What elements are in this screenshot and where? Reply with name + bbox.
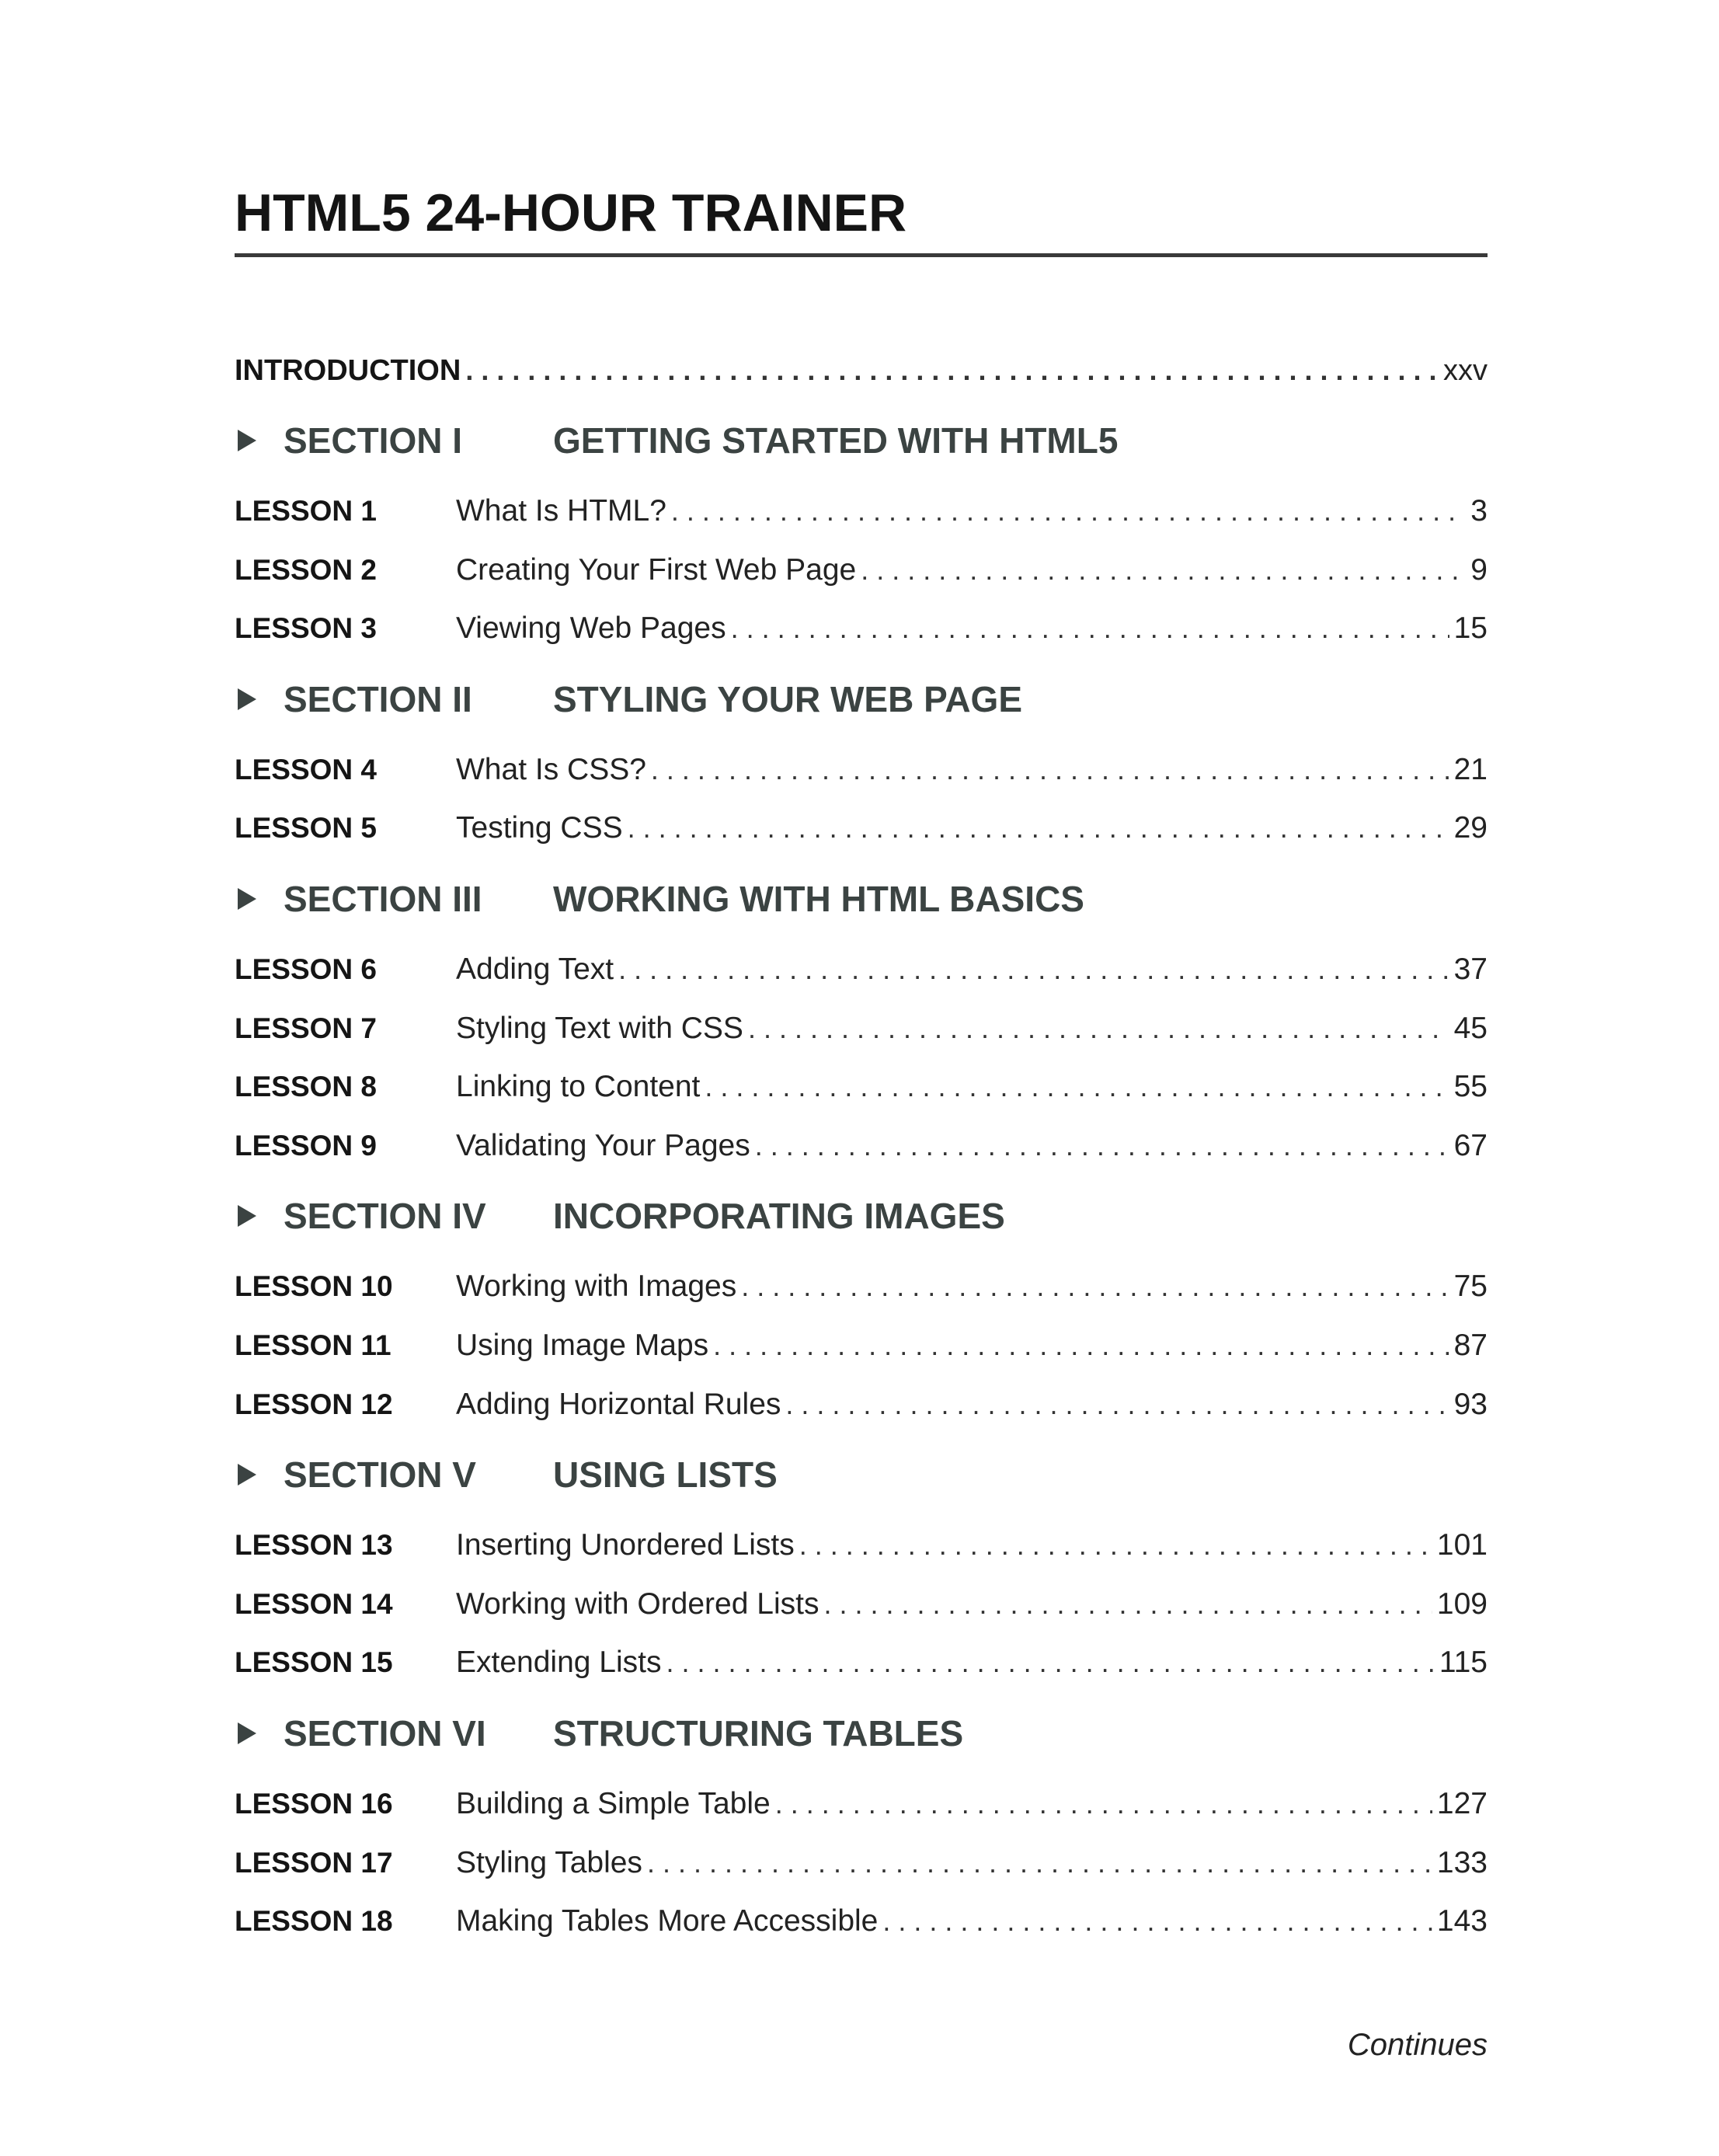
toc-entry-lesson[interactable] [235, 482, 1488, 541]
dot-leader [731, 599, 1449, 658]
lesson-page-number: 21 [1453, 752, 1488, 786]
triangle-right-icon [238, 688, 256, 710]
toc-entry-lesson[interactable] [235, 999, 1488, 1058]
toc-entry-lesson[interactable] [235, 740, 1488, 799]
toc-entry-lesson[interactable] [235, 1375, 1488, 1434]
dot-leader [741, 1257, 1449, 1316]
section-heading[interactable] [235, 858, 1488, 940]
section-title: STYLING YOUR WEB PAGE [553, 678, 1023, 719]
toc-page [235, 183, 1488, 2062]
lesson-page-number: 127 [1436, 1786, 1488, 1820]
lesson-page-number: 101 [1436, 1528, 1488, 1562]
dot-leader [647, 1834, 1432, 1893]
introduction-label: INTRODUCTION [235, 354, 461, 387]
lesson-title: What Is CSS? [456, 752, 646, 786]
toc-entry-lesson[interactable] [235, 1257, 1488, 1316]
section-heading[interactable] [235, 658, 1488, 740]
lesson-title: Linking to Content [456, 1070, 701, 1104]
lesson-page-number: 45 [1453, 1011, 1488, 1045]
lesson-page-number: 15 [1453, 611, 1488, 646]
lesson-label: LESSON 9 [235, 1129, 377, 1162]
lesson-label: LESSON 13 [235, 1529, 393, 1562]
lesson-title: Creating Your First Web Page [456, 552, 857, 587]
dot-leader [861, 541, 1466, 600]
section-label: SECTION III [284, 878, 482, 919]
lesson-title: What Is HTML? [456, 494, 666, 528]
section-heading[interactable] [235, 1692, 1488, 1775]
sections-container [235, 399, 1488, 1951]
section-title: STRUCTURING TABLES [553, 1712, 964, 1754]
section-title: INCORPORATING IMAGES [553, 1196, 1005, 1237]
lesson-label: LESSON 14 [235, 1587, 393, 1620]
lesson-label: LESSON 18 [235, 1905, 393, 1938]
toc-entry-lesson[interactable] [235, 1834, 1488, 1893]
lesson-title: Working with Images [456, 1270, 737, 1304]
dot-leader [785, 1375, 1449, 1434]
lesson-label: LESSON 17 [235, 1846, 393, 1879]
dot-leader [666, 1633, 1435, 1692]
lesson-label: LESSON 8 [235, 1071, 377, 1103]
toc-entry-lesson[interactable] [235, 541, 1488, 600]
lesson-page-number: 133 [1436, 1845, 1488, 1879]
dot-leader [799, 1516, 1432, 1575]
lesson-page-number: 9 [1470, 552, 1488, 587]
section-label: SECTION IV [284, 1196, 486, 1237]
dot-leader [618, 940, 1449, 999]
dot-leader [465, 341, 1439, 399]
lesson-title: Inserting Unordered Lists [456, 1528, 795, 1562]
section-title: USING LISTS [553, 1454, 778, 1496]
lesson-title: Building a Simple Table [456, 1786, 771, 1820]
lesson-label: LESSON 15 [235, 1646, 393, 1679]
lesson-title: Styling Text with CSS [456, 1011, 743, 1045]
lesson-label: LESSON 10 [235, 1270, 393, 1303]
lesson-page-number: 67 [1453, 1128, 1488, 1162]
lesson-page-number: 93 [1453, 1387, 1488, 1421]
dot-leader [748, 999, 1449, 1058]
lesson-label: LESSON 16 [235, 1787, 393, 1820]
lesson-title: Adding Text [456, 952, 614, 986]
lesson-page-number: 109 [1436, 1587, 1488, 1621]
introduction-page-number: xxv [1443, 354, 1488, 387]
lesson-page-number: 87 [1453, 1328, 1488, 1362]
lesson-page-number: 37 [1453, 952, 1488, 986]
lesson-page-number: 55 [1453, 1070, 1488, 1104]
toc-entry-lesson[interactable] [235, 1316, 1488, 1375]
toc-entry-lesson[interactable] [235, 1575, 1488, 1634]
toc-entry-lesson[interactable] [235, 1116, 1488, 1176]
lesson-title: Styling Tables [456, 1845, 642, 1879]
section-heading[interactable] [235, 1433, 1488, 1516]
lesson-title: Validating Your Pages [456, 1128, 750, 1162]
toc-entry-lesson[interactable] [235, 599, 1488, 658]
triangle-right-icon [238, 1464, 256, 1486]
toc-entry-introduction[interactable] [235, 341, 1488, 399]
lesson-label: LESSON 6 [235, 953, 377, 985]
lesson-title: Testing CSS [456, 811, 623, 845]
section-heading[interactable] [235, 1175, 1488, 1257]
lesson-page-number: 29 [1453, 811, 1488, 845]
dot-leader [705, 1057, 1449, 1116]
lesson-title: Using Image Maps [456, 1328, 709, 1362]
dot-leader [775, 1775, 1432, 1834]
lesson-page-number: 3 [1470, 494, 1488, 528]
dot-leader [713, 1316, 1449, 1375]
lesson-title: Adding Horizontal Rules [456, 1387, 781, 1421]
toc-entry-lesson[interactable] [235, 1633, 1488, 1692]
lesson-label: LESSON 11 [235, 1329, 391, 1361]
dot-leader [823, 1575, 1432, 1634]
lesson-page-number: 115 [1439, 1646, 1488, 1680]
toc-entry-lesson[interactable] [235, 1775, 1488, 1834]
table-of-contents [235, 341, 1488, 1951]
continues-note: Continues [1347, 2028, 1488, 2062]
lesson-title: Making Tables More Accessible [456, 1904, 879, 1938]
dot-leader [628, 799, 1449, 858]
toc-entry-lesson[interactable] [235, 799, 1488, 858]
section-label: SECTION I [284, 420, 463, 461]
triangle-right-icon [238, 888, 256, 910]
lesson-label: LESSON 5 [235, 812, 377, 845]
lesson-page-number: 143 [1436, 1904, 1488, 1938]
toc-entry-lesson[interactable] [235, 1057, 1488, 1116]
dot-leader [651, 740, 1449, 799]
dot-leader [882, 1892, 1432, 1951]
lesson-title: Working with Ordered Lists [456, 1587, 819, 1621]
triangle-right-icon [238, 1722, 256, 1744]
lesson-label: LESSON 3 [235, 612, 377, 645]
lesson-label: LESSON 4 [235, 753, 377, 785]
book-title: HTML5 24-HOUR TRAINER [235, 186, 1488, 257]
section-label: SECTION VI [284, 1712, 486, 1754]
section-label: SECTION V [284, 1454, 476, 1496]
section-heading[interactable] [235, 399, 1488, 482]
triangle-right-icon [238, 430, 256, 451]
dot-leader [755, 1116, 1449, 1176]
triangle-right-icon [238, 1205, 256, 1227]
section-label: SECTION II [284, 678, 472, 719]
lesson-label: LESSON 2 [235, 553, 377, 586]
lesson-label: LESSON 12 [235, 1388, 393, 1420]
toc-entry-lesson[interactable] [235, 1516, 1488, 1575]
lesson-label: LESSON 1 [235, 495, 377, 527]
toc-entry-lesson[interactable] [235, 1892, 1488, 1951]
section-title: WORKING WITH HTML BASICS [553, 878, 1084, 919]
lesson-title: Extending Lists [456, 1646, 662, 1680]
lesson-title: Viewing Web Pages [456, 611, 726, 646]
dot-leader [671, 482, 1466, 541]
section-title: GETTING STARTED WITH HTML5 [553, 420, 1119, 461]
lesson-label: LESSON 7 [235, 1012, 377, 1044]
toc-entry-lesson[interactable] [235, 940, 1488, 999]
lesson-page-number: 75 [1453, 1270, 1488, 1304]
